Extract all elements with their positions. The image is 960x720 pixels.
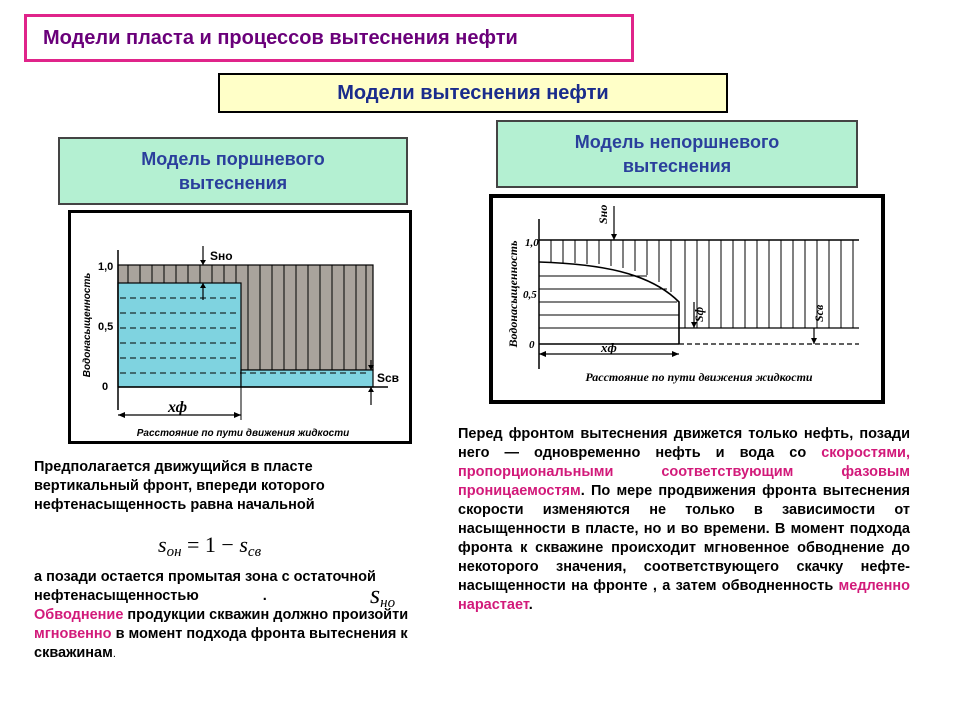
main-title — [24, 14, 634, 62]
right-y-tick-05: 0,5 — [523, 289, 537, 301]
formula-mid: = 1 − — [181, 532, 240, 557]
nonpiston-model-header — [496, 120, 858, 188]
left-label-scv: Sсв — [377, 371, 400, 385]
formula-lhs-sub: он — [166, 544, 182, 560]
sub-title-text: Модели вытеснения нефти — [337, 81, 609, 104]
piston-description: Предполагается движущийся в пласте вертикальный фронт, впереди которого нефтенасыщенность равна начальной — [34, 459, 325, 513]
sno-symbol: s — [370, 580, 381, 609]
nonpiston-diagram-svg — [489, 194, 885, 404]
nonpiston-description — [458, 425, 910, 615]
formula-rhs: s — [239, 532, 248, 557]
left-label-xf: хф — [168, 399, 188, 416]
right-label-xf: xф — [601, 340, 617, 355]
sub-title — [218, 73, 728, 113]
formula-lhs: s — [158, 532, 167, 557]
piston-model-header — [58, 137, 408, 205]
left-y-tick-0: 0 — [102, 381, 109, 393]
piston-model-title: Модель поршневого вытеснения — [141, 148, 325, 193]
nonpiston-displacement-diagram — [489, 194, 885, 404]
piston-displacement-diagram — [68, 210, 412, 444]
nonpiston-model-title: Модель непоршневого вытеснения — [574, 131, 780, 176]
left-y-tick-05: 0,5 — [98, 321, 114, 333]
washed-zone-text: а позади остается промытая зона с остаточной нефтенасыщенностью — [34, 569, 376, 604]
right-text-highlight-1: скоростями, пропорциональными соответствующим фазовым проницаемостям — [458, 445, 910, 499]
right-y-label: Водонасыщенность — [506, 240, 520, 348]
left-x-label: Расстояние по пути движения жидкости — [136, 428, 350, 439]
left-label-sno: Sно — [210, 249, 233, 263]
right-label-sno: Sно — [596, 204, 610, 224]
formula-rhs-sub: св — [247, 544, 262, 560]
right-label-scv: Sсв — [812, 304, 826, 322]
front-arrival-text: в момент подхода фронта вытеснения к скважинам — [34, 626, 408, 661]
right-text-b: . По мере продвижения фронта вытеснения скорости изменяются не только в зависимости от насыщенности в пласте, но и во времени. В момент подхода фронта к скважине происходит мгновенное обводнение до некоторого значения, соответствующего скачку нефте-насыщенности на фронте , а затем обводненность — [458, 483, 910, 594]
right-text-highlight-2: медленно нарастает — [458, 578, 910, 613]
front-arrival-end: . — [112, 648, 116, 660]
piston-diagram-svg — [68, 210, 412, 444]
left-y-label: Водонасыщенность — [82, 272, 93, 378]
left-y-tick-1: 1,0 — [98, 261, 114, 273]
formula-son — [158, 532, 261, 561]
right-y-tick-0: 0 — [529, 339, 535, 351]
right-text-c: . — [528, 597, 533, 613]
instant-highlight: мгновенно — [34, 626, 112, 642]
right-label-sf: Sф — [692, 306, 706, 322]
washed-zone-end: . — [262, 588, 267, 604]
watering-text: продукции скважин должно произойти — [123, 607, 409, 623]
right-text-a: Перед фронтом вытеснения движется только нефть, позади него — одновременно нефть и вода со — [458, 426, 910, 461]
right-y-tick-1: 1,0 — [525, 237, 539, 249]
sno-sub: но — [380, 595, 396, 611]
watering-highlight: Обводнение — [34, 607, 124, 623]
right-x-label: Расстояние по пути движения жидкости — [585, 370, 813, 384]
formula-sno — [370, 580, 395, 612]
main-title-text: Модели пласта и процессов вытеснения нефти — [43, 26, 518, 49]
